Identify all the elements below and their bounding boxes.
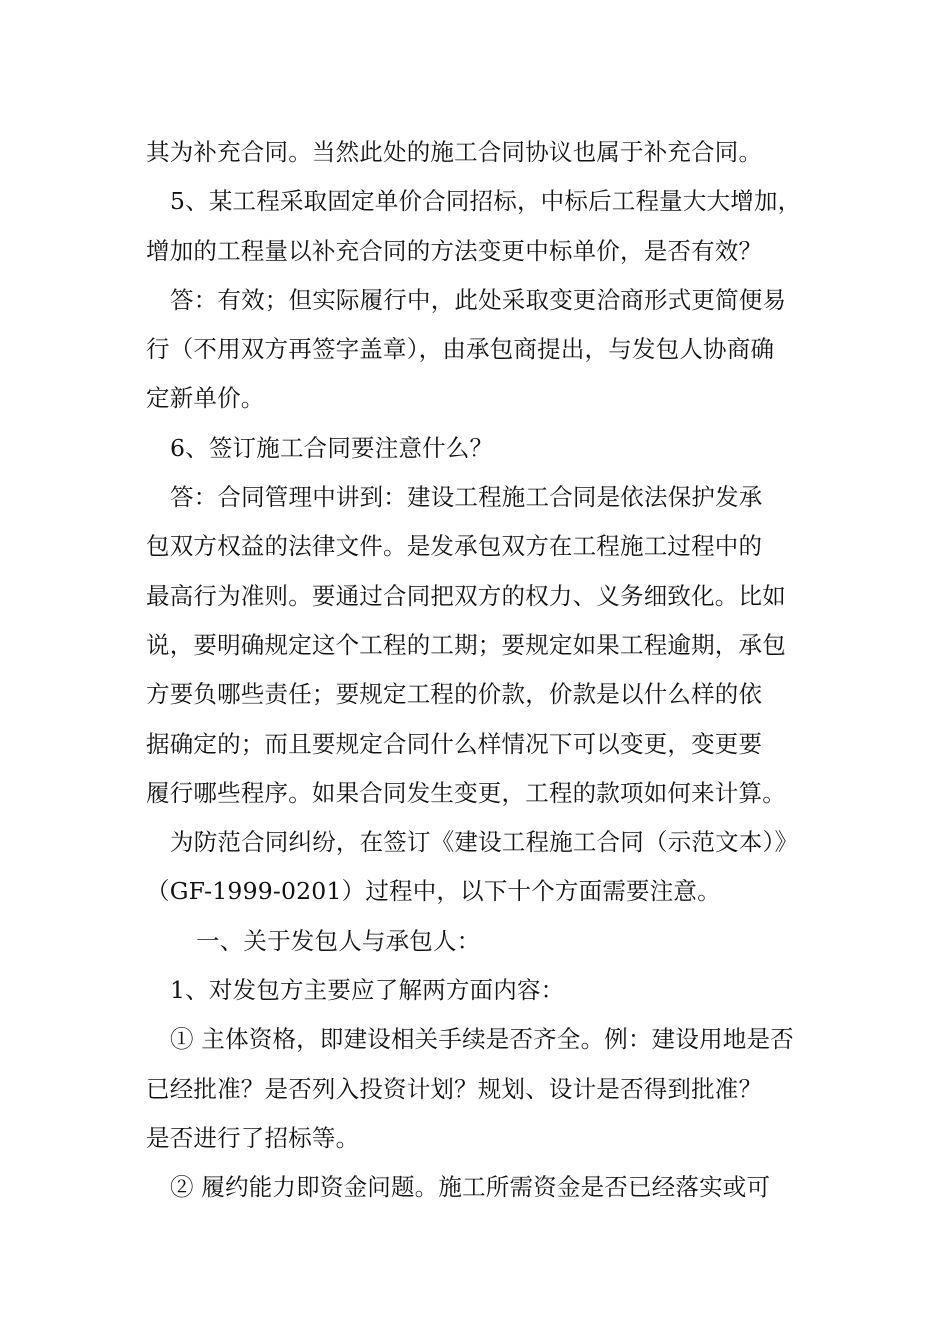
text-line: 包双方权益的法律文件。是发承包双方在工程施工过程中的	[146, 532, 763, 561]
text-line: 方要负哪些责任；要规定工程的价款，价款是以什么样的依	[146, 680, 763, 709]
text-line: 最高行为准则。要通过合同把双方的权力、义务细致化。比如	[146, 581, 786, 610]
list-item: ② 履约能力即资金问题。施工所需资金是否已经落实或可	[170, 1173, 771, 1202]
list-item: ① 主体资格，即建设相关手续是否齐全。例：建设用地是否	[170, 1025, 794, 1054]
text-line: （GF-1999-0201）过程中，以下十个方面需要注意。	[146, 877, 721, 906]
answer-line: 答：合同管理中讲到：建设工程施工合同是依法保护发承	[170, 483, 763, 512]
text-line: 增加的工程量以补充合同的方法变更中标单价，是否有效？	[146, 236, 763, 265]
answer-line: 答：有效；但实际履行中，此处采取变更洽商形式更简便易	[170, 285, 787, 314]
text-line: 定新单价。	[146, 384, 265, 413]
question-line: 5、某工程采取固定单价合同招标，中标后工程量大大增加，	[170, 187, 802, 216]
paragraph-line: 为防范合同纠纷，在签订《建设工程施工合同（示范文本）》	[170, 828, 799, 857]
text-line: 履行哪些程序。如果合同发生变更，工程的款项如何来计算。	[146, 778, 786, 807]
text-line: 已经批准？是否列入投资计划？规划、设计是否得到批准？	[146, 1074, 763, 1103]
text-line: 是否进行了招标等。	[146, 1123, 360, 1152]
list-item: 1、对发包方主要应了解两方面内容：	[170, 976, 565, 1005]
text-line: 说，要明确规定这个工程的工期；要规定如果工程逾期，承包	[146, 630, 786, 659]
document-body	[146, 128, 826, 1213]
text-line: 据确定的；而且要规定合同什么样情况下可以变更，变更要	[146, 729, 763, 758]
text-line: 其为补充合同。当然此处的施工合同协议也属于补充合同。	[146, 138, 763, 166]
question-line: 6、签订施工合同要注意什么？	[170, 433, 494, 462]
text-line: 行（不用双方再签字盖章），由承包商提出，与发包人协商确	[146, 335, 775, 364]
section-heading: 一、关于发包人与承包人：	[196, 926, 481, 955]
